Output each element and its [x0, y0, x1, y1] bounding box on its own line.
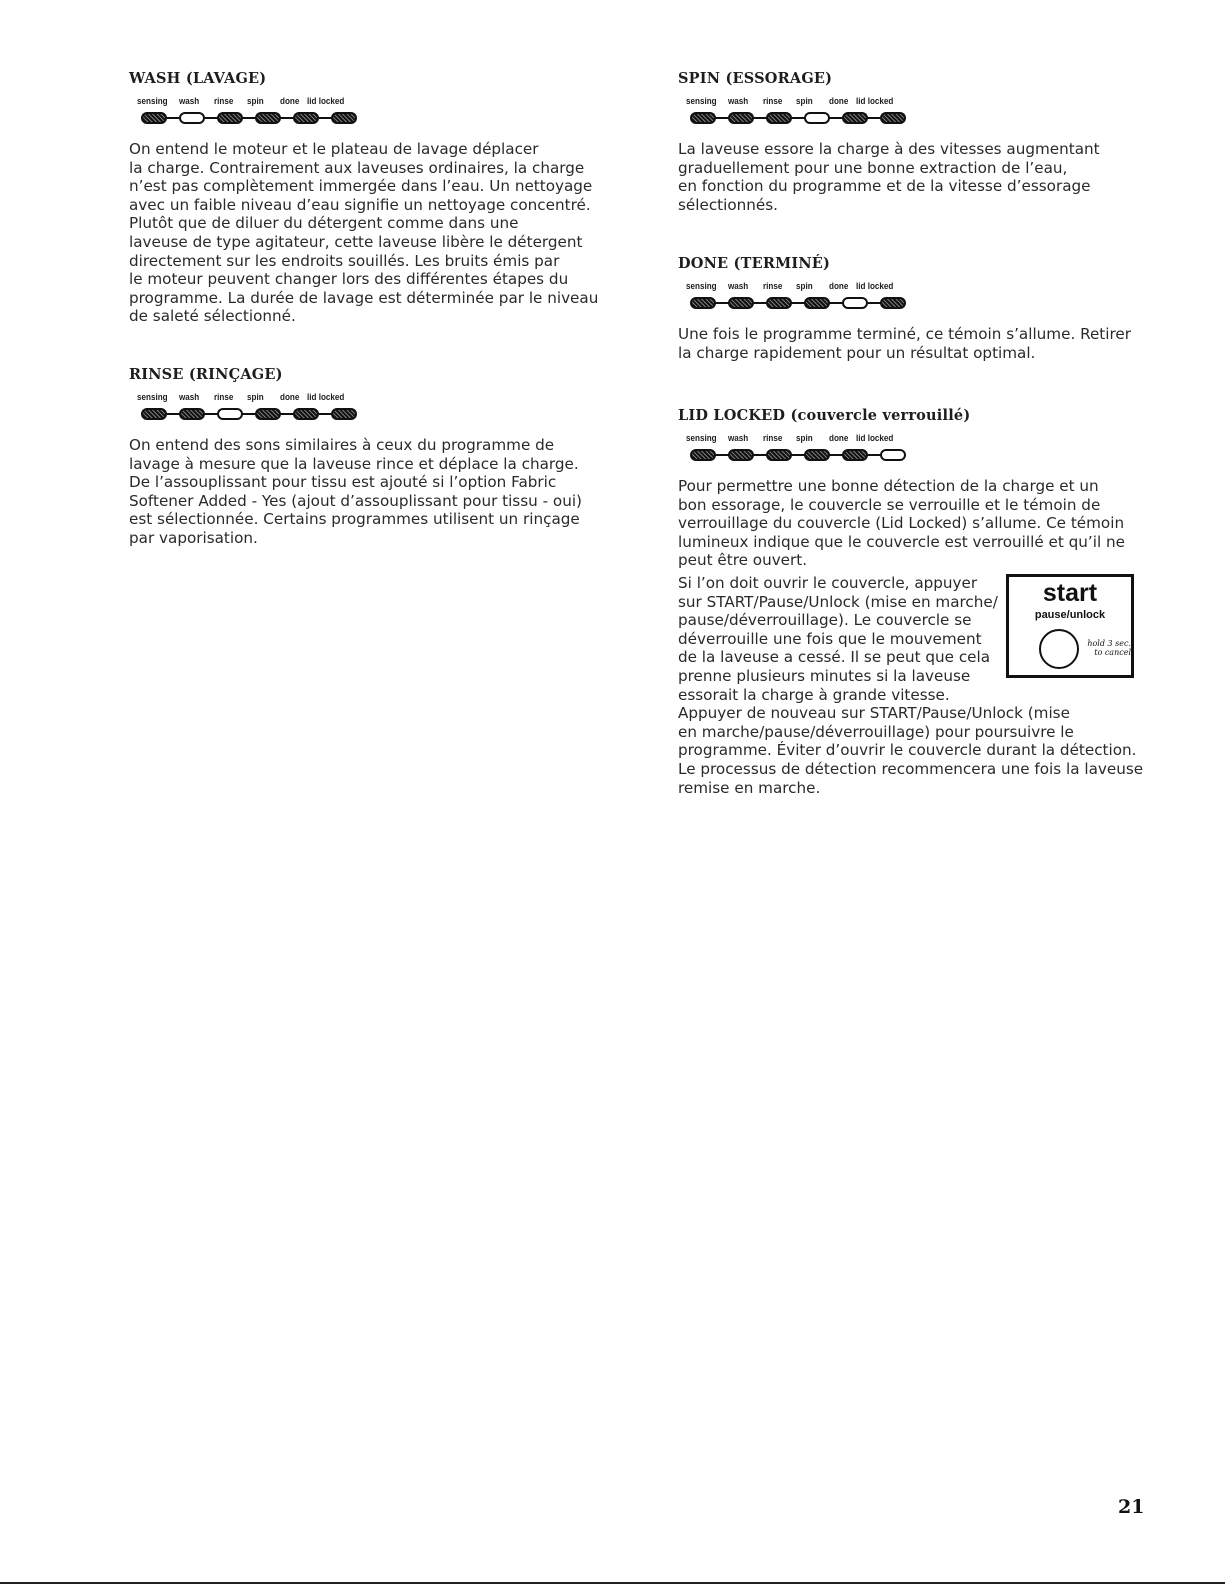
- indicator-label: sensing: [137, 96, 168, 106]
- indicator-label: sensing: [686, 281, 717, 291]
- start-pause-unlock-panel: [1006, 574, 1134, 678]
- pause-unlock-label: pause/unlock: [1034, 608, 1106, 621]
- lid-locked-indicator: [686, 433, 926, 473]
- indicator-label: done: [829, 433, 849, 443]
- indicator-label: spin: [796, 433, 813, 443]
- indicator-label: wash: [179, 392, 200, 402]
- status-light-icon: [728, 449, 754, 461]
- done-section: [678, 255, 1148, 362]
- status-light-icon: [255, 408, 281, 420]
- wash-heading: WASH (LAVAGE): [129, 70, 267, 87]
- indicator-label: spin: [247, 96, 264, 106]
- status-light-icon: [293, 408, 319, 420]
- lid-locked-body: Pour permettre une bonne détection de la charge et un bon essorage, le couvercle se verrouille et le témoin de verrouillage du couvercle (Lid Locked) s’allume. Ce témoin lumineux indique que le couvercle est verrouillé et qu’il ne peut être ouvert.: [678, 477, 1125, 570]
- status-light-icon: [842, 449, 868, 461]
- indicator-label: spin: [796, 96, 813, 106]
- page-number: 21: [1118, 1496, 1145, 1518]
- status-light-icon: [766, 449, 792, 461]
- indicator-label: rinse: [214, 392, 234, 402]
- hold-to-cancel-hint: [1083, 639, 1131, 657]
- status-light-icon: [690, 112, 716, 124]
- indicator-labels: [686, 96, 926, 110]
- bottom-rule: [0, 1582, 1225, 1584]
- indicator-label: spin: [247, 392, 264, 402]
- indicator-labels: [137, 392, 377, 406]
- hold-hint-line2: to cancel: [1094, 647, 1131, 657]
- indicator-label: wash: [728, 96, 749, 106]
- status-light-icon: [179, 408, 205, 420]
- indicator-lights: [690, 447, 910, 465]
- rinse-section: [129, 366, 599, 548]
- wash-section: [129, 70, 599, 326]
- spin-body: La laveuse essore la charge à des vitesses augmentant graduellement pour une bonne extraction de l’eau, en fonction du programme et de la vitesse d’essorage sélectionnés.: [678, 140, 1100, 214]
- status-light-icon: [880, 112, 906, 124]
- indicator-label: rinse: [763, 433, 783, 443]
- indicator-label: rinse: [214, 96, 234, 106]
- rinse-heading: RINSE (RINÇAGE): [129, 366, 283, 383]
- status-light-icon: [179, 112, 205, 124]
- indicator-label: done: [829, 96, 849, 106]
- status-light-icon: [141, 112, 167, 124]
- status-light-icon: [842, 297, 868, 309]
- status-light-icon: [690, 297, 716, 309]
- status-light-icon: [331, 408, 357, 420]
- indicator-label: wash: [728, 433, 749, 443]
- status-light-icon: [766, 297, 792, 309]
- indicator-label: sensing: [686, 96, 717, 106]
- done-heading: DONE (TERMINÉ): [678, 255, 831, 272]
- status-light-icon: [842, 112, 868, 124]
- indicator-lights: [141, 110, 361, 128]
- lid-locked-unlock-block: [678, 574, 1148, 704]
- indicator-label: sensing: [137, 392, 168, 402]
- lid-locked-heading: LID LOCKED (couvercle verrouillé): [678, 407, 971, 424]
- indicator-lights: [141, 406, 361, 424]
- indicator-label: sensing: [686, 433, 717, 443]
- indicator-label: wash: [179, 96, 200, 106]
- status-light-icon: [217, 112, 243, 124]
- status-light-icon: [880, 449, 906, 461]
- rinse-indicator: [137, 392, 377, 432]
- indicator-label: wash: [728, 281, 749, 291]
- indicator-label: lid locked: [307, 392, 345, 402]
- indicator-label: done: [829, 281, 849, 291]
- indicator-lights: [690, 110, 910, 128]
- status-light-icon: [880, 297, 906, 309]
- status-light-icon: [331, 112, 357, 124]
- status-light-icon: [293, 112, 319, 124]
- indicator-labels: [686, 433, 926, 447]
- status-light-icon: [804, 297, 830, 309]
- status-light-icon: [690, 449, 716, 461]
- start-label: start: [1042, 578, 1098, 607]
- status-light-icon: [804, 449, 830, 461]
- lid-locked-unlock-text: Si l’on doit ouvrir le couvercle, appuyer sur START/Pause/Unlock (mise en marche/ pause/déverrouillage). Le couvercle se déverrouille une fois que le mouvement de la laveuse a cessé. Il se peut que cela prenne plusieurs minutes si la laveuse essorait la charge à grande vitesse.: [678, 573, 998, 704]
- status-light-icon: [217, 408, 243, 420]
- lid-locked-section: [678, 407, 1148, 797]
- status-light-icon: [766, 112, 792, 124]
- spin-section: [678, 70, 1148, 214]
- indicator-labels: [686, 281, 926, 295]
- spin-indicator: [686, 96, 926, 136]
- indicator-labels: [137, 96, 377, 110]
- status-light-icon: [728, 112, 754, 124]
- wash-indicator: [137, 96, 377, 136]
- status-light-icon: [141, 408, 167, 420]
- indicator-label: lid locked: [856, 433, 894, 443]
- hold-hint-line1: hold 3 sec.: [1087, 638, 1131, 648]
- indicator-label: done: [280, 392, 300, 402]
- indicator-lights: [690, 295, 910, 313]
- indicator-label: done: [280, 96, 300, 106]
- indicator-label: rinse: [763, 281, 783, 291]
- status-light-icon: [804, 112, 830, 124]
- indicator-label: spin: [796, 281, 813, 291]
- status-light-icon: [255, 112, 281, 124]
- lid-locked-resume-text: Appuyer de nouveau sur START/Pause/Unlock (mise en marche/pause/déverrouillage) pour poursuivre le programme. Éviter d’ouvrir le couvercle durant la détection. Le processus de détection recommencera une fois la laveuse remise en marche.: [678, 704, 1144, 797]
- indicator-label: rinse: [763, 96, 783, 106]
- indicator-label: lid locked: [856, 281, 894, 291]
- status-light-icon: [728, 297, 754, 309]
- rinse-body: On entend des sons similaires à ceux du programme de lavage à mesure que la laveuse rince et déplace la charge. De l’assouplissant pour tissu est ajouté si l’option Fabric Softener Added - Yes (ajout d’assouplissant pour tissu - oui) est sélectionnée. Certains programmes utilisent un rinçage par vaporisation.: [129, 436, 582, 547]
- wash-body: On entend le moteur et le plateau de lavage déplacer la charge. Contrairement aux laveuses ordinaires, la charge n’est pas complètement immergée dans l’eau. Un nettoyage avec un faible niveau d’eau signifie un nettoyage concentré. Plutôt que de diluer du détergent comme dans une laveuse de type agitateur, cette laveuse libère le détergent directement sur les endroits souillés. Les bruits émis par le moteur peuvent changer lors des différentes étapes du programme. La durée de lavage est déterminée par le niveau de saleté sélectionné.: [129, 140, 599, 326]
- done-indicator: [686, 281, 926, 321]
- done-body: Une fois le programme terminé, ce témoin s’allume. Retirer la charge rapidement pour un résultat optimal.: [678, 325, 1131, 362]
- start-button-circle-icon: [1039, 629, 1079, 669]
- indicator-label: lid locked: [307, 96, 345, 106]
- spin-heading: SPIN (ESSORAGE): [678, 70, 833, 87]
- indicator-label: lid locked: [856, 96, 894, 106]
